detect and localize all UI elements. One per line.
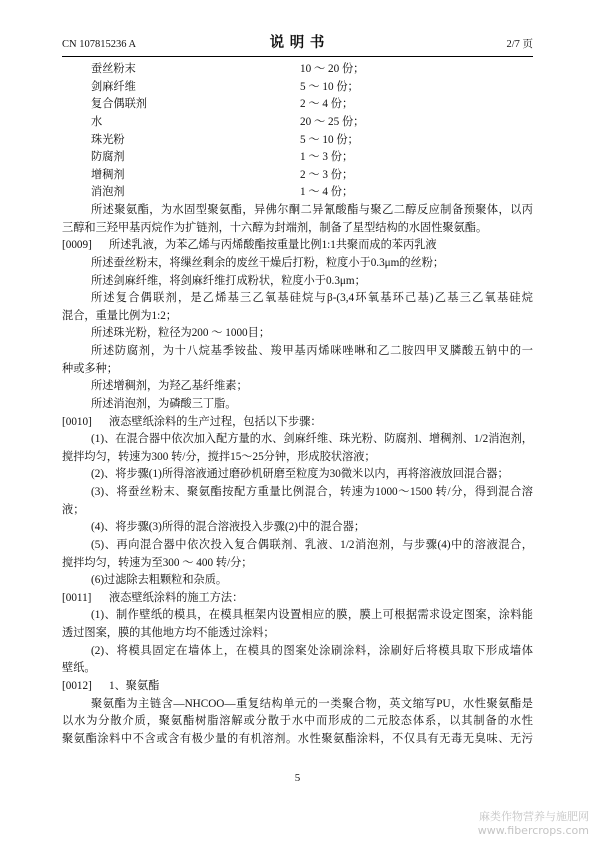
- section-heading: 1、聚氨酯: [109, 679, 160, 692]
- paragraph-line: 所述复合偶联剂，是乙烯基三乙氧基硅烷与β-(3,4环氧基环己基)乙基三乙氧基硅烷: [91, 292, 533, 305]
- ingredient-amount: 1 ～ 4 份；: [300, 186, 354, 199]
- paragraph-line: 壁纸。: [62, 662, 96, 675]
- paragraph-line: (2)、将模具固定在墙体上，在模具的图案处涂刷涂料，涂刷好后将模具取下形成墙体: [91, 644, 533, 657]
- paragraph-polyurethane: [62, 202, 533, 237]
- paragraph-line: 以水为分散介质，聚氨酯树脂溶解或分散于水中而形成的二元胶态体系，以其制备的水性: [62, 715, 533, 728]
- ingredient-name: 消泡剂: [91, 186, 125, 199]
- page-number: 5: [294, 772, 301, 784]
- paragraph-line: (1)、在混合器中依次加入配方量的水、剑麻纤维、珠光粉、防腐剂、增稠剂、1/2消泡剂，: [91, 433, 533, 446]
- paragraph-line: 种或多种；: [62, 362, 118, 375]
- paragraph-number: [0012]: [62, 679, 92, 692]
- ingredient-amount: 5 ～ 10 份；: [300, 133, 359, 146]
- paragraph-0012-heading: [62, 678, 533, 696]
- paragraph-line: 聚氨酯为主链含—NHCOO—重复结构单元的一类聚合物，英文缩写PU，水性聚氨酯是: [91, 697, 533, 710]
- paragraph-line: 搅拌均匀，转速为300 转/分，搅拌15～25分钟，形成胶状溶液；: [62, 450, 376, 463]
- process-step-1: [62, 431, 533, 466]
- document-body: [62, 61, 533, 748]
- paragraph-coupling-agent: [62, 290, 533, 325]
- paragraph-pearl-powder: 所述珠光粉，粒径为200 ～ 1000目；: [91, 327, 271, 340]
- paragraph-0010-process: [62, 414, 533, 432]
- paragraph-preservative: [62, 343, 533, 378]
- paragraph-line: 液；: [62, 503, 85, 516]
- paragraph-line: 液态壁纸涂料的生产过程，包括以下步骤：: [109, 415, 322, 428]
- ingredient-amount: 2 ～ 4 份；: [300, 98, 354, 111]
- ingredient-amount: 5 ～ 10 份；: [300, 80, 359, 93]
- paragraph-line: 所述乳液，为苯乙烯与丙烯酸酯按重量比例1:1共聚而成的苯丙乳液: [109, 239, 437, 252]
- paragraph-line: 所述聚氨酯，为水固型聚氨酯，异佛尔酮二异氰酸酯与聚乙二醇反应制备预聚体，以丙: [91, 204, 533, 216]
- ingredient-list: [62, 61, 533, 202]
- document-section-title: 说 明 书: [269, 35, 326, 51]
- paragraph-sisal-fiber: 所述剑麻纤维，将剑麻纤维打成粉状，粒度小于0.3μm；: [91, 274, 366, 287]
- watermark-site-name: 麻类作物营养与施肥网: [479, 810, 589, 823]
- ingredient-name: 水: [91, 115, 103, 128]
- ingredient-name: 复合偶联剂: [91, 98, 147, 111]
- paragraph-silk-powder: 所述蚕丝粉末，将缫丝剩余的废丝干燥后打粉，粒度小于0.3μm的丝粉；: [91, 256, 445, 269]
- process-step-4: (4)、将步骤(3)所得的混合溶液投入步骤(2)中的混合器；: [91, 521, 366, 534]
- paragraph-number: [0011]: [62, 591, 92, 604]
- paragraph-line: (3)、将蚕丝粉末、聚氨酯按配方重量比例混合，转速为1000～1500 转/分，得到混合溶: [91, 486, 533, 498]
- paragraph-line: (5)、再向混合器中依次投入复合偶联剂、乳液、1/2消泡剂，与步骤(4)中的溶液混合，: [91, 538, 533, 551]
- process-step-3: [62, 484, 533, 519]
- paragraph-number: [0009]: [62, 239, 92, 252]
- ingredient-amount: 20 ～ 25 份；: [300, 115, 365, 128]
- ingredient-name: 蚕丝粉末: [91, 63, 136, 75]
- process-step-6: (6)过滤除去粗颗粒和杂质。: [91, 574, 228, 587]
- ingredient-row: [62, 79, 533, 97]
- paragraph-0011-application: [62, 590, 533, 608]
- ingredient-row: [62, 167, 533, 185]
- paragraph-line: 所述防腐剂，为十八烷基季铵盐、羧甲基丙烯咪唑啉和乙二胺四甲叉膦酸五钠中的一: [91, 345, 533, 357]
- ingredient-row: [62, 96, 533, 114]
- application-step-2: [62, 643, 533, 678]
- ingredient-amount: 10 ～ 20 份；: [300, 63, 365, 75]
- application-step-1: [62, 607, 533, 642]
- process-step-5: [62, 537, 533, 572]
- header-divider: [62, 56, 533, 57]
- paragraph-line: (1)、制作壁纸的模具，在模具框架内设置相应的膜，膜上可根据需求设定图案，涂料能: [91, 609, 533, 622]
- page-indicator: 2/7 页: [506, 39, 533, 50]
- paragraph-line: 三醇和三羟甲基丙烷作为扩链剂，十六醇为封端剂，制备了星型结构的水固性聚氨酯。: [62, 221, 488, 234]
- paragraph-line: 聚氨酯涂料中不含或含有极少量的有机溶剂。水性聚氨酯涂料，不仅具有无毒无臭味、无污: [62, 732, 533, 745]
- ingredient-amount: 1 ～ 3 份；: [300, 151, 354, 164]
- ingredient-amount: 2 ～ 3 份；: [300, 168, 354, 181]
- ingredient-name: 珠光粉: [91, 133, 125, 146]
- ingredient-name: 防腐剂: [91, 151, 125, 164]
- paragraph-line: 混合，重量比例为1:2；: [62, 309, 177, 322]
- process-step-2: (2)、将步骤(1)所得溶液通过磨砂机研磨至粒度为30微米以内，再将溶液放回混合器；: [91, 468, 509, 481]
- paragraph-line: 透过图案，膜的其他地方均不能透过涂料；: [62, 627, 275, 639]
- ingredient-row: [62, 132, 533, 150]
- paragraph-line: 搅拌均匀，转速为至300 ～ 400 转/分；: [62, 556, 253, 569]
- ingredient-row: [62, 184, 533, 202]
- paragraph-number: [0010]: [62, 415, 92, 428]
- watermark-url: www.fibercrops.com: [477, 824, 589, 837]
- paragraph-thickener: 所述增稠剂，为羟乙基纤维素；: [91, 380, 248, 393]
- ingredient-name: 增稠剂: [91, 168, 125, 181]
- ingredient-row: [62, 149, 533, 167]
- document-number: CN 107815236 A: [62, 39, 137, 50]
- ingredient-name: 剑麻纤维: [91, 80, 136, 93]
- paragraph-defoamer: 所述消泡剂，为磷酸三丁脂。: [91, 397, 237, 410]
- paragraph-waterborne-polyurethane: [62, 696, 533, 749]
- watermark: [478, 810, 589, 838]
- ingredient-row: [62, 61, 533, 79]
- paragraph-0009-emulsion: [62, 237, 533, 255]
- paragraph-line: 液态壁纸涂料的施工方法：: [109, 591, 244, 604]
- ingredient-row: [62, 114, 533, 132]
